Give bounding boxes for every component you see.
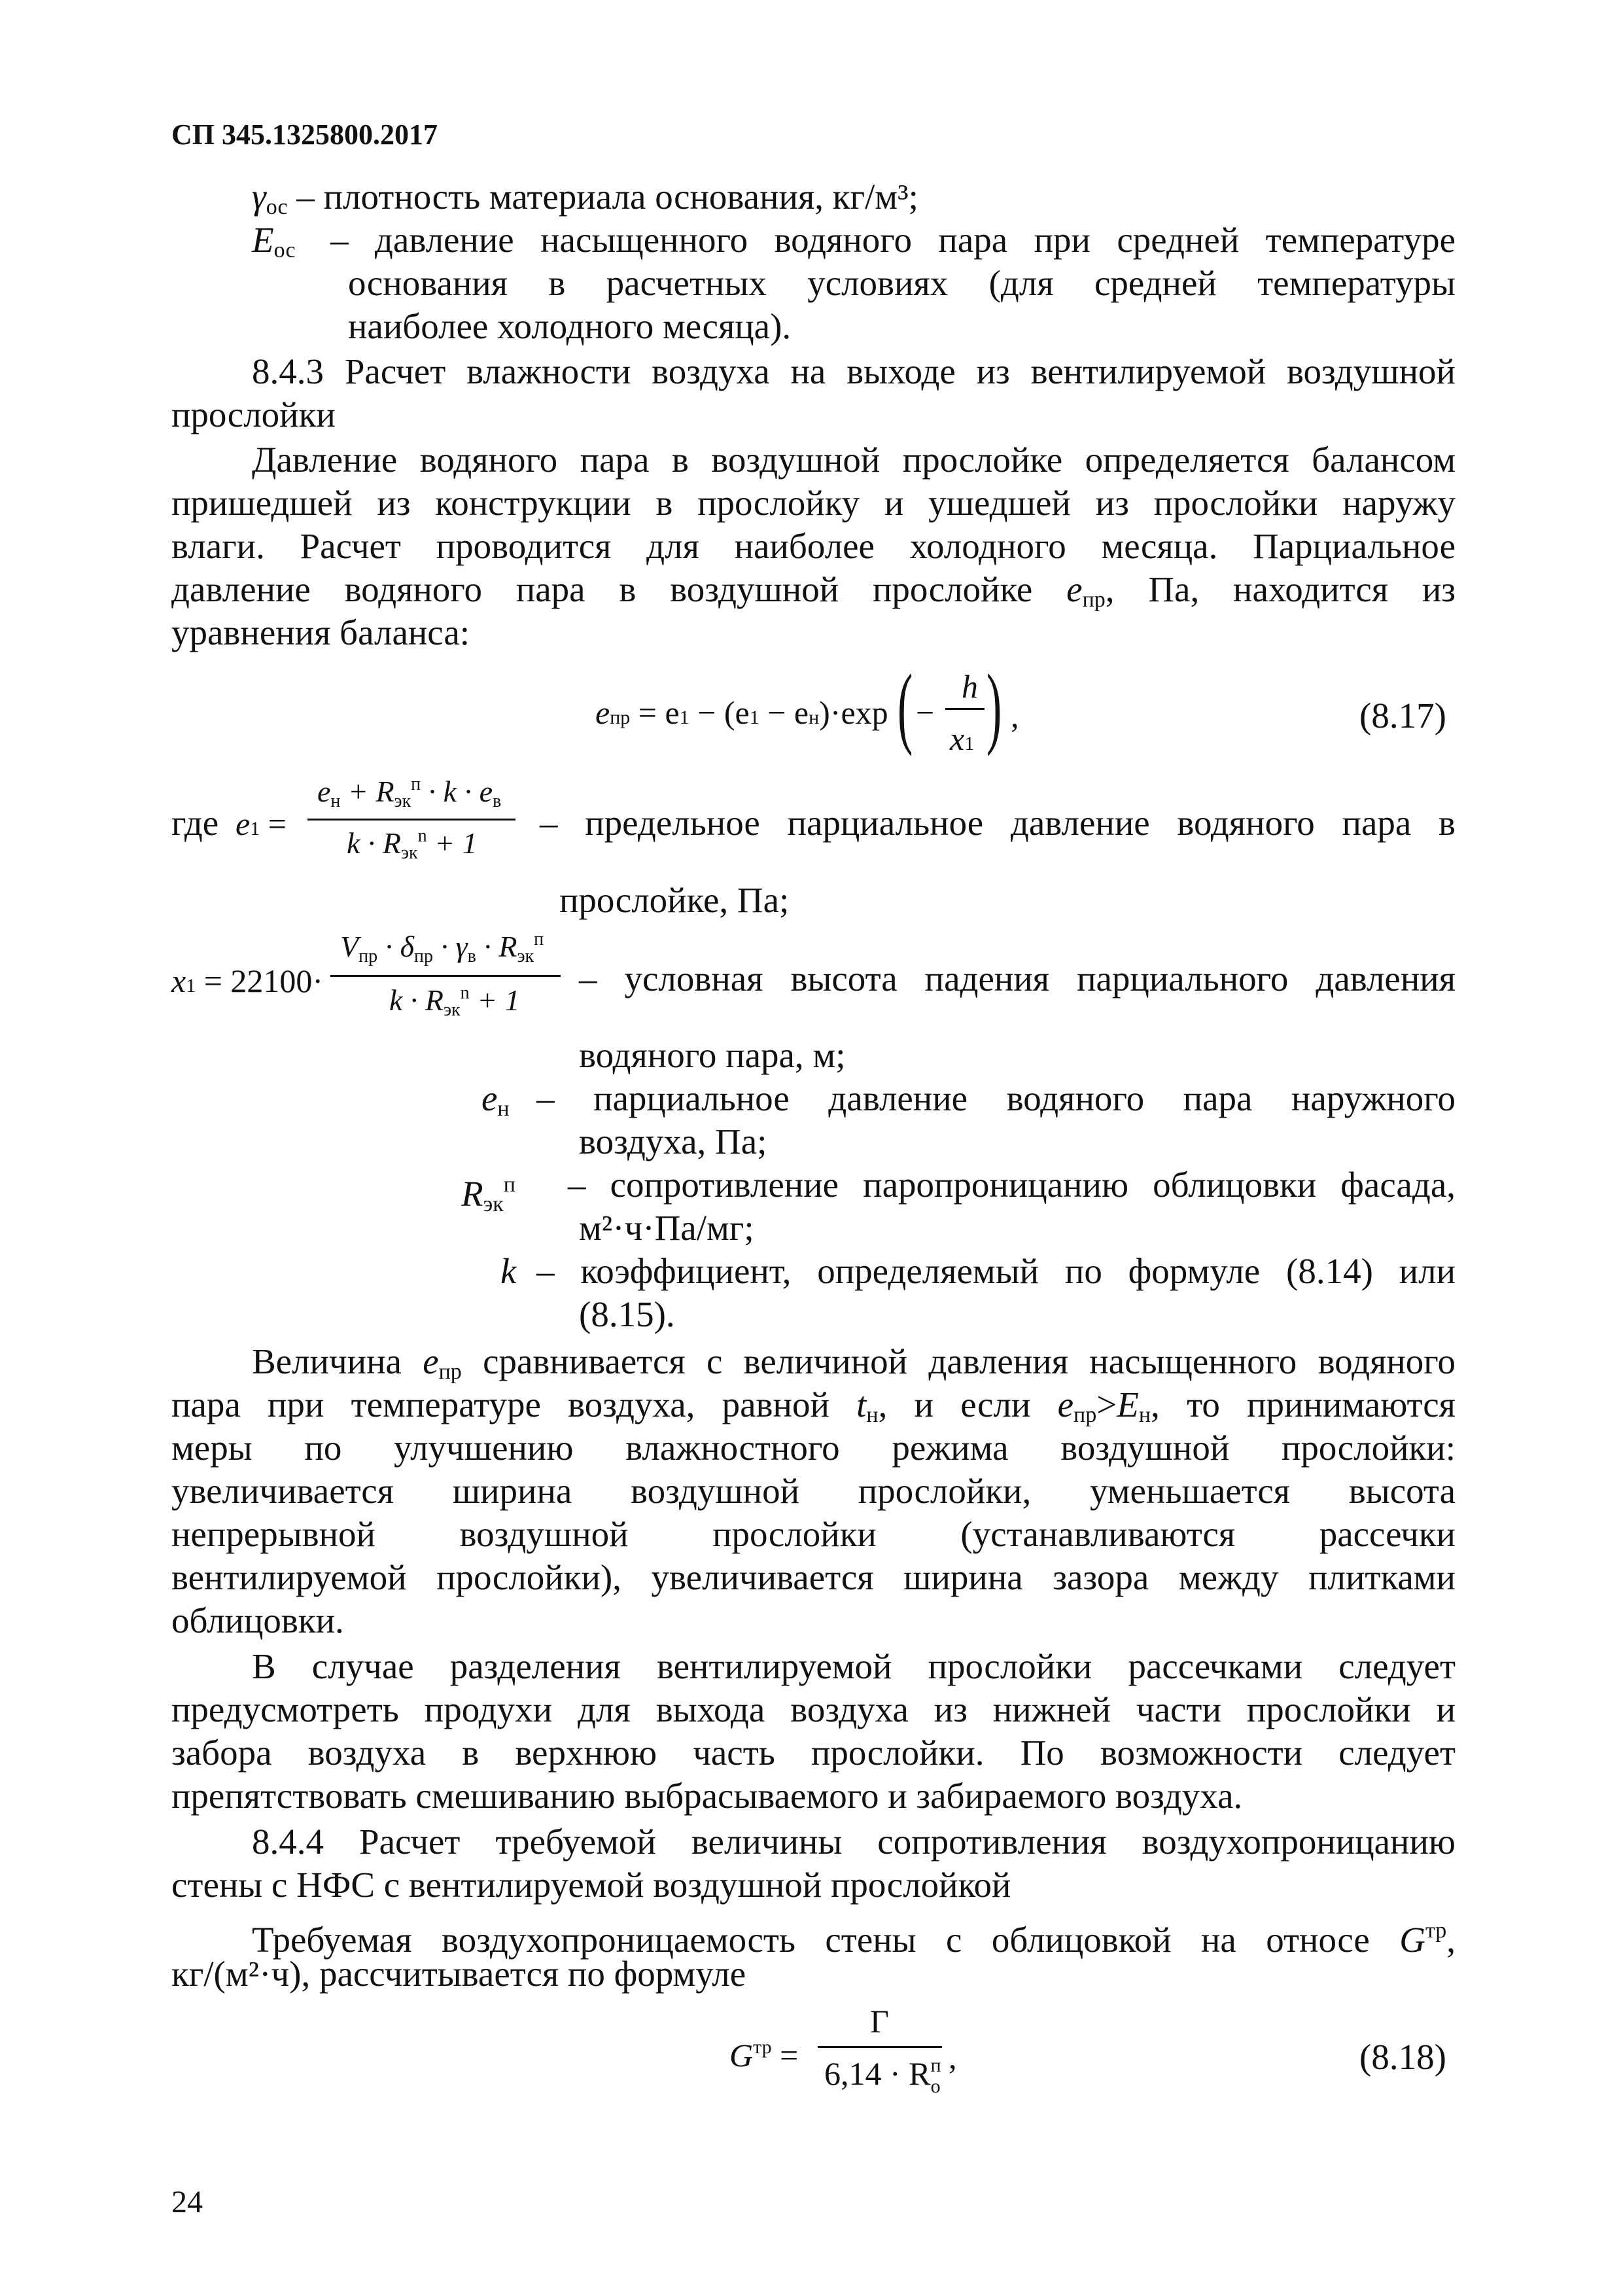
e1-frac-line bbox=[307, 819, 515, 821]
definition-e-os-line2: основания в расчетных условиях (для средней температуры bbox=[348, 263, 1456, 303]
para2-line4: увеличивается ширина воздушной прослойки, уменьшается высота bbox=[171, 1471, 1456, 1511]
x1-frac-line bbox=[330, 975, 561, 977]
formula-8-17-frac-line bbox=[945, 708, 985, 710]
para2-line3: меры по улучшению влажностного режима воздушной прослойки: bbox=[171, 1428, 1456, 1468]
definition-e-os-line1: – давление насыщенного водяного пара при средней температуре bbox=[330, 220, 1456, 260]
section-8-4-3-title-line1: 8.4.3 Расчет влажности воздуха на выходе из вентилируемой воздушной bbox=[252, 351, 1456, 391]
section-8-4-4-title-line2: стены с НФС с вентилируемой воздушной прослойкой bbox=[171, 1865, 1011, 1905]
formula-8-17-frac-num: h bbox=[962, 668, 978, 705]
def-r-ek-line2: м²·ч·Па/мг; bbox=[579, 1208, 754, 1248]
para2-line6: вентилируемой прослойки), увеличивается ширина зазора между плитками bbox=[171, 1557, 1456, 1597]
definition-e-os-line3: наиболее холодного месяца). bbox=[348, 306, 792, 346]
document-code: СП 345.1325800.2017 bbox=[171, 118, 438, 150]
formula-8-18-number: (8.18) bbox=[1359, 2037, 1446, 2077]
formula-8-18-lhs: $G^{тр}$ = bbox=[729, 2036, 799, 2074]
para4-line1: Требуемая воздухопроницаемость стены с облицовкой на относе $G^{тр}$, bbox=[252, 1918, 1456, 1960]
formula-8-17-right-paren: ) bbox=[986, 656, 1002, 757]
section-8-4-4-title-line1: 8.4.4 Расчет требуемой величины сопротивления воздухопроницанию bbox=[252, 1822, 1456, 1862]
def-e-n-symbol: $e_н$ bbox=[481, 1078, 510, 1121]
def-k-line1: – коэффициент, определяемый по формуле (8.14) или bbox=[536, 1251, 1456, 1291]
where-label: где bbox=[171, 803, 219, 843]
x1-lhs: x1 = 22100· bbox=[171, 963, 324, 999]
e1-denominator: k · Rэк$^n$ + 1 bbox=[347, 826, 478, 863]
para4-line2: кг/(м²·ч), рассчитывается по формуле bbox=[171, 1954, 746, 1994]
formula-8-18-frac-line bbox=[818, 2046, 942, 2048]
formula-8-18-comma: , bbox=[949, 2039, 957, 2075]
x1-numerator: Vпр · δпр · γв · Rэк$^п$ bbox=[340, 929, 544, 966]
def-k-symbol: k bbox=[500, 1251, 517, 1291]
para2-line5: непрерывной воздушной прослойки (устанавливаются рассечки bbox=[171, 1514, 1456, 1554]
def-r-ek-symbol: $R_{эк}^п$ bbox=[461, 1173, 515, 1216]
formula-8-17-left-paren: ( bbox=[898, 656, 913, 757]
para1-line5: уравнения баланса: bbox=[171, 612, 470, 652]
formula-8-17-lhs: eпр = e1 − (e1 − eн)·exp bbox=[595, 694, 888, 731]
def-k-line2: (8.15). bbox=[579, 1294, 675, 1334]
para1-line2: пришедшей из конструкции в прослойку и ушедшей из прослойки наружу bbox=[171, 483, 1456, 523]
para2-line1: Величина $e_{пр}$ сравнивается с величиной давления насыщенного водяного bbox=[252, 1341, 1456, 1384]
formula-8-17-frac-den: x1 bbox=[950, 720, 975, 757]
para2-line2: пара при температуре воздуха, равной $t_н$, и если $e_{пр}>E_н$, то принимаются bbox=[171, 1385, 1456, 1427]
x1-description-line1: – условная высота падения парциального давления bbox=[579, 959, 1456, 998]
def-e-n-line1: – парциальное давление водяного пара наружного bbox=[536, 1078, 1456, 1118]
para2-line7: облицовки. bbox=[171, 1600, 344, 1640]
formula-8-17-comma: , bbox=[1011, 698, 1019, 734]
e1-description-line2: прослойке, Па; bbox=[559, 880, 790, 920]
e1-lhs: e1 = bbox=[236, 805, 287, 842]
x1-denominator: k · Rэк$^n$ + 1 bbox=[389, 983, 520, 1020]
formula-8-18-denominator: $6,14 \cdot R^п_о$ bbox=[824, 2055, 941, 2097]
e1-numerator: eн + Rэк$^п$ · k · eв bbox=[317, 774, 502, 811]
para3-line4: препятствовать смешиванию выбрасываемого и забираемого воздуха. bbox=[171, 1776, 1243, 1816]
para1-line1: Давление водяного пара в воздушной прослойке определяется балансом bbox=[252, 440, 1456, 480]
section-8-4-3-title-line2: прослойки bbox=[171, 395, 336, 434]
formula-8-17-minus: − bbox=[916, 694, 935, 731]
para3-line3: забора воздуха в верхнюю часть прослойки. По возможности следует bbox=[171, 1733, 1456, 1773]
def-r-ek-line1: – сопротивление паропроницанию облицовки фасада, bbox=[568, 1165, 1456, 1205]
formula-8-17-number: (8.17) bbox=[1359, 696, 1446, 735]
def-e-n-line2: воздуха, Па; bbox=[579, 1122, 767, 1161]
definition-gamma-os: $\gamma_{ос}$ – плотность материала основания, кг/м³; bbox=[252, 177, 918, 219]
para3-line1: В случае разделения вентилируемой прослойки рассечками следует bbox=[252, 1646, 1456, 1686]
e1-description-line1: – предельное парциальное давление водяного пара в bbox=[540, 803, 1456, 843]
x1-description-line2: водяного пара, м; bbox=[579, 1035, 846, 1075]
para1-line4: давление водяного пара в воздушной прослойке $e_{пр}$, Па, находится из bbox=[171, 569, 1456, 612]
para3-line2: предусмотреть продухи для выхода воздуха из нижней части прослойки и bbox=[171, 1689, 1456, 1729]
definition-e-os-symbol: $E_{ос}$ bbox=[252, 220, 296, 262]
formula-8-18-numerator: Г bbox=[870, 2003, 889, 2040]
para1-line3: влаги. Расчет проводится для наиболее холодного месяца. Парциальное bbox=[171, 526, 1456, 566]
page-number: 24 bbox=[171, 2185, 203, 2219]
